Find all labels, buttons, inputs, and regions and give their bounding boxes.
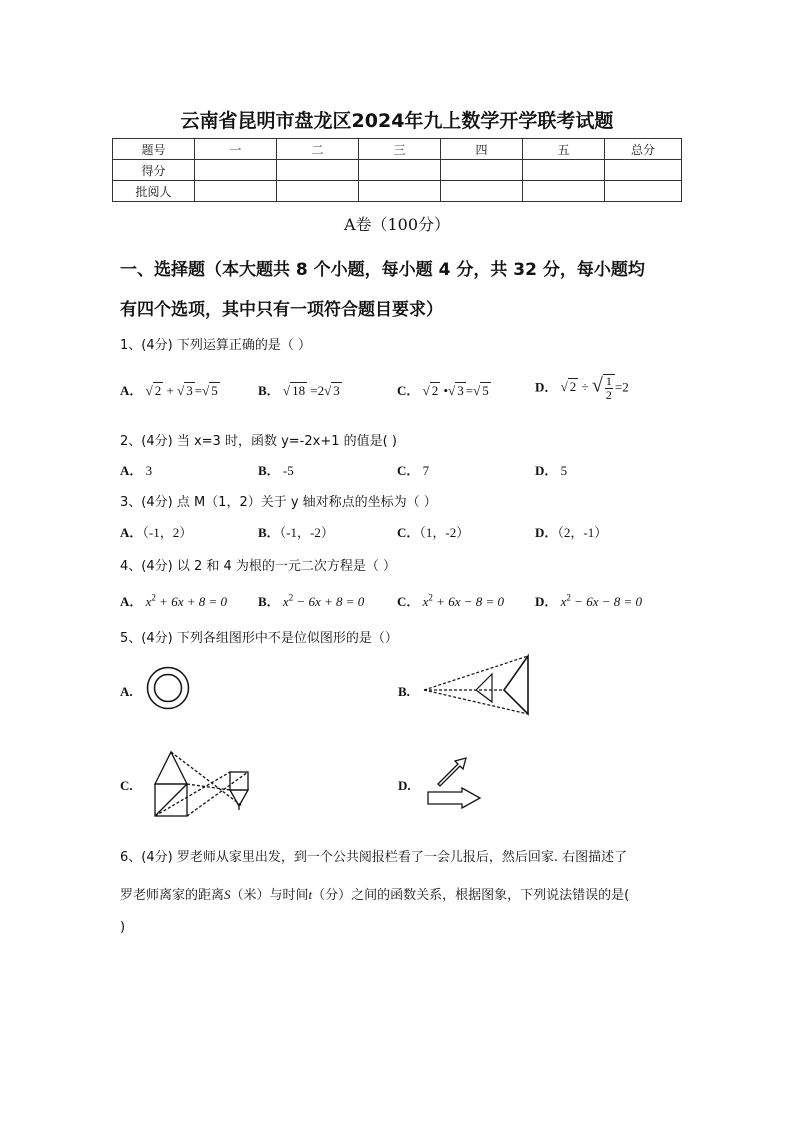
table-row — [113, 160, 682, 181]
radicand: 2 — [569, 379, 577, 395]
option-label: D． — [535, 379, 558, 395]
sqrt-icon: √ 2 — [422, 383, 439, 398]
arrows-figure — [424, 756, 484, 810]
q5-stem: 5、(4分) 下列各组图形中不是位似图形的是（） — [120, 631, 398, 646]
variable-t: t — [308, 887, 313, 902]
sqrt-icon: √ 5 — [202, 383, 218, 398]
q3-option-a[interactable] — [120, 522, 192, 541]
operator: • — [443, 383, 449, 398]
variable: x — [560, 594, 567, 609]
concentric-circles-figure — [146, 666, 190, 710]
q6-line2 — [120, 884, 629, 903]
inner-circle — [155, 675, 182, 702]
equals: = — [465, 383, 474, 398]
right-arrow-icon — [428, 788, 480, 808]
sqrt-icon: √ 2 — [560, 379, 577, 395]
exponent: 2 — [151, 592, 156, 603]
q1-option-b[interactable] — [258, 380, 342, 399]
option-label: B． — [258, 463, 280, 478]
projection-line — [155, 772, 230, 816]
variable: x — [422, 594, 429, 609]
fraction — [605, 375, 613, 402]
q2-option-a[interactable] — [120, 460, 152, 479]
q1-option-d[interactable] — [535, 374, 629, 402]
numerator: 1 — [605, 374, 612, 388]
table-cell[interactable] — [195, 181, 277, 202]
option-text: （-1，2） — [142, 525, 193, 540]
q3-option-d[interactable] — [535, 522, 607, 541]
q2-option-b[interactable] — [258, 460, 294, 479]
q4-option-c[interactable] — [397, 591, 504, 610]
outer-circle — [148, 668, 189, 709]
section1-heading-line1: 一、选择题（本大题共 8 个小题，每小题 4 分，共 32 分，每小题均 — [120, 260, 645, 280]
q6-text: 罗老师离家的距离 — [120, 888, 225, 903]
option-text: 5 — [560, 463, 568, 478]
table-row — [113, 181, 682, 202]
small-triangle — [476, 674, 492, 702]
large-triangle — [504, 656, 528, 714]
option-label: B． — [258, 594, 280, 609]
page-title: 云南省昆明市盘龙区2024年九上数学开学联考试题 — [180, 110, 614, 132]
q5-option-b-label[interactable]: B. — [398, 684, 410, 699]
q3-stem: 3、(4分) 点 M（1，2）关于 y 轴对称点的坐标为（ ） — [120, 495, 437, 510]
homothetic-triangles-figure — [420, 652, 535, 718]
q1-stem: 1、(4分) 下列运算正确的是（ ） — [120, 338, 311, 353]
variable: x — [145, 594, 152, 609]
score-table — [112, 138, 682, 202]
sqrt-icon: √ 18 — [282, 383, 306, 398]
q4-option-d[interactable] — [535, 591, 642, 610]
sqrt-icon: √ 3 — [448, 383, 464, 398]
sqrt-icon: √ $\frac{1}{2}$ — [592, 374, 615, 402]
table-row — [113, 139, 682, 160]
operator: ÷ — [581, 379, 589, 395]
q1-option-a[interactable] — [120, 380, 220, 399]
table-cell[interactable] — [359, 181, 441, 202]
q5-option-c-label[interactable]: C. — [120, 778, 133, 793]
option-label: C． — [397, 383, 420, 398]
table-cell: 五 — [523, 139, 605, 160]
exponent: 2 — [288, 592, 294, 603]
option-label: A． — [120, 463, 143, 478]
table-cell[interactable] — [441, 181, 523, 202]
option-text: 3 — [145, 463, 153, 478]
operator: + — [166, 383, 174, 398]
radicand: 3 — [333, 383, 340, 398]
table-cell: 总分 — [605, 139, 682, 160]
q4-stem: 4、(4分) 以 2 和 4 为根的一元二次方程是（ ） — [120, 559, 397, 574]
q4-option-b[interactable] — [258, 591, 364, 610]
option-text: （1，-2） — [419, 525, 470, 540]
table-cell: 二 — [277, 139, 359, 160]
equals: = — [194, 383, 203, 398]
result: =2 — [614, 379, 629, 395]
q6-line1: 6、(4分) 罗老师从家里出发，到一个公共阅报栏看了一会儿报后，然后回家. 右图描述了 — [120, 850, 628, 865]
q2-option-d[interactable] — [535, 460, 567, 479]
radicand: 2 — [431, 383, 439, 398]
radicand: 3 — [186, 383, 193, 398]
option-label: D． — [535, 463, 558, 478]
option-label: B． — [258, 383, 280, 398]
q2-option-c[interactable] — [397, 460, 429, 479]
variable-s: S — [224, 887, 231, 902]
table-cell[interactable] — [605, 160, 682, 181]
option-label: C． — [397, 463, 420, 478]
radicand: 5 — [211, 383, 218, 398]
table-cell: 三 — [359, 139, 441, 160]
q2-stem: 2、(4分) 当 x=3 时，函数 y=-2x+1 的值是( ) — [120, 434, 397, 449]
table-cell[interactable] — [359, 160, 441, 181]
option-label: C． — [397, 525, 420, 540]
table-cell: 一 — [195, 139, 277, 160]
denominator: 2 — [605, 388, 612, 402]
table-cell: 题号 — [113, 139, 195, 160]
table-cell[interactable] — [523, 160, 605, 181]
table-cell[interactable] — [605, 181, 682, 202]
radicand: 3 — [457, 383, 464, 398]
equals-coefficient: =2 — [310, 383, 325, 398]
expression: + 6x + 8 = 0 — [155, 594, 228, 609]
q1-option-c[interactable] — [397, 380, 491, 399]
variable: x — [282, 594, 289, 609]
radicand: 18 — [292, 383, 306, 398]
table-cell[interactable] — [523, 181, 605, 202]
q6-text: （分）之间的函数关系，根据图象，下列说法错误的是( — [312, 888, 630, 903]
sqrt-icon: √ 3 — [324, 383, 340, 398]
table-cell: 批阅人 — [113, 181, 195, 202]
option-label: C． — [397, 594, 420, 609]
q3-option-b[interactable] — [258, 522, 334, 541]
expression: − 6x + 8 = 0 — [293, 594, 365, 609]
diagonal-arrow-icon — [438, 758, 466, 786]
q3-option-c[interactable] — [397, 522, 469, 541]
table-cell: 四 — [441, 139, 523, 160]
option-text: 7 — [422, 463, 430, 478]
q4-option-a[interactable] — [120, 591, 227, 610]
option-label: A． — [120, 383, 143, 398]
radicand: 5 — [482, 383, 489, 398]
option-label: B． — [258, 525, 280, 540]
radicand: 2 — [154, 383, 162, 398]
expression: + 6x − 8 = 0 — [432, 594, 505, 609]
exponent: 2 — [566, 592, 571, 603]
option-label: D． — [535, 525, 558, 540]
option-text: （-1，-2） — [279, 525, 334, 540]
option-label: A． — [120, 525, 143, 540]
table-cell[interactable] — [441, 160, 523, 181]
sqrt-icon: √ 3 — [177, 383, 193, 398]
option-label: A． — [120, 594, 143, 609]
section1-heading-line2: 有四个选项，其中只有一项符合题目要求） — [120, 300, 443, 320]
sqrt-icon: √ 2 — [145, 383, 162, 398]
exponent: 2 — [428, 592, 433, 603]
large-roof — [155, 752, 187, 784]
option-label: D． — [535, 594, 558, 609]
projection-line — [424, 656, 528, 690]
sqrt-icon: √ 5 — [473, 383, 489, 398]
table-cell[interactable] — [277, 160, 359, 181]
q5-option-a-label[interactable]: A. — [120, 684, 133, 699]
house-and-small-house-figure — [150, 748, 256, 820]
option-text: （2，-1） — [557, 525, 608, 540]
table-cell: 得分 — [113, 160, 195, 181]
q6-text: （米）与时间 — [230, 888, 309, 903]
q6-line3: ) — [120, 920, 126, 935]
q5-option-d-label[interactable]: D. — [398, 778, 411, 793]
option-text: -5 — [282, 463, 294, 478]
table-cell[interactable] — [277, 181, 359, 202]
projection-line — [424, 690, 528, 714]
expression: − 6x − 8 = 0 — [570, 594, 643, 609]
projection-line — [171, 752, 242, 806]
section-a-heading: A卷（100分） — [343, 215, 451, 234]
table-cell[interactable] — [195, 160, 277, 181]
